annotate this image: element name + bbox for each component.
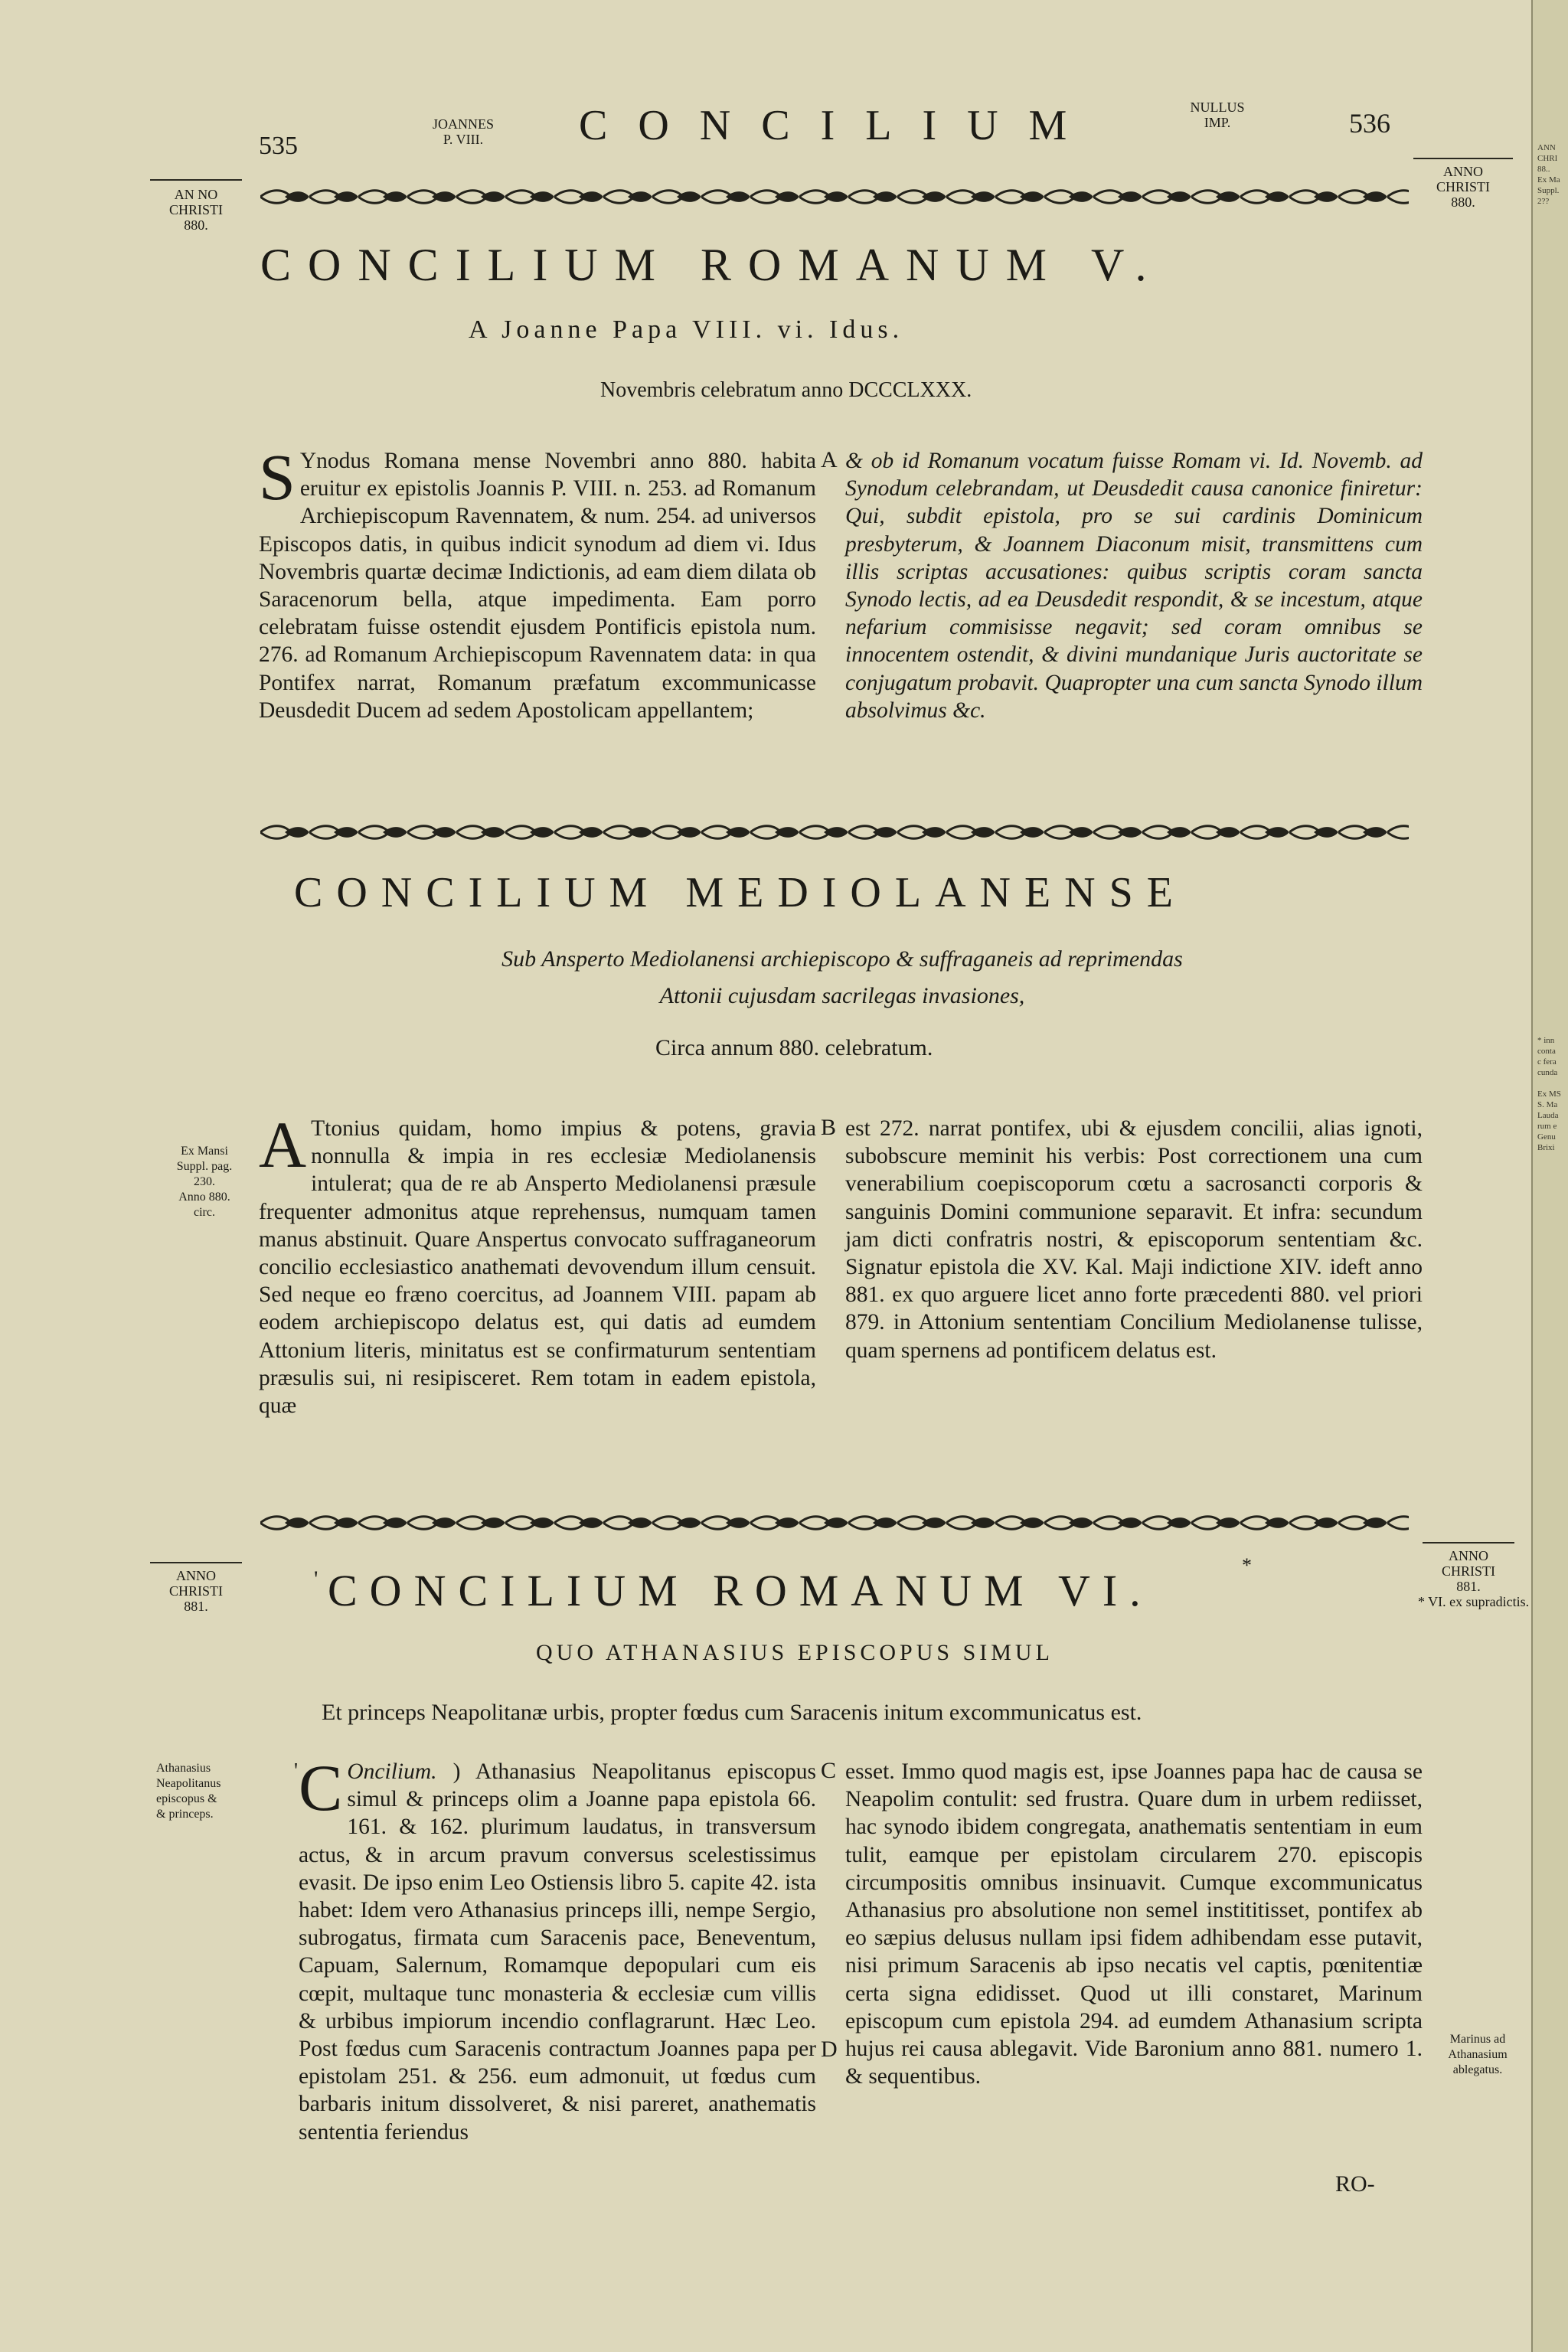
year-label-left: ANNO CHRISTI 881. <box>168 1568 223 1614</box>
year-rule-right <box>1413 158 1513 159</box>
section-dateline-1: Novembris celebratum anno DCCCLXXX. <box>600 378 972 402</box>
year-label-right: ANNO CHRISTI 881. * VI. ex supradictis. <box>1418 1548 1530 1609</box>
edge-fragment: ANN CHRI 88.. Ex Ma Suppl. 2?? <box>1537 143 1560 206</box>
text-column-right <box>845 1115 1423 1364</box>
ornament-rule <box>260 1513 1409 1533</box>
column-marker: C <box>821 1758 837 1783</box>
section-title-3: CONCILIUM ROMANUM VI. <box>328 1566 1153 1615</box>
paragraph: Ttonius quidam, homo impius & potens, gravia nonnulla & impia in res ecclesiæ Mediolanensis intulerat; qua de re ab Ansperto Mediolanensi præsule frequenter admonitus atque reprehensus, numquam tamen manus abstinuit. Quare Anspertus convocato suffraganeorum concilio ecclesiastico anathemati devovendum illum censuit. Sed neque eo fræno coercitus, ad Joannem VIII. papam ab eodem archiepiscopo delatus est, qui datis ad eumdem Attonium literis, minitatus est se confirmaturum sententiam præsulis sui, ni resipisceret. Rem totam in eadem epistola, quæ <box>259 1116 816 1419</box>
adjacent-page-edge <box>1531 0 1568 2352</box>
text-column-right <box>845 1758 1423 2090</box>
section-title-1: CONCILIUM ROMANUM V. <box>260 240 1164 290</box>
section-subtitle-2a: Sub Ansperto Mediolanensi archiepiscopo & suffraganeis ad reprimendas <box>501 946 1183 972</box>
page-number-right: 536 <box>1349 108 1390 139</box>
paragraph: & ob id Romanum vocatum fuisse Romam vi. Id. Novemb. ad Synodum celebrandam, ut Deusdedit causa canonice finiretur: Qui, subdit epistola, pro se sui cardinis Dominicum presbyterum, & Joannem Diaconum misit, transmittens cum illis scriptas accusationes: quibus scriptis coram sancta Synodo lectis, ad ea Deusdedit respondit, & se incestum, atque nefarium commisisse negavit; sed coram omnibus se innocentem ostendit, & divini mundanique Juris auctoritate se conjugatum probavit. Quapropter una cum sancta Synodo illum absolvimus &c. <box>845 449 1423 723</box>
year-rule-left <box>150 1562 242 1563</box>
ornament-rule <box>260 187 1409 207</box>
drop-cap: C <box>299 1751 343 1824</box>
edge-fragment: * inn conta c fera cunda Ex MS S. Ma Lauda rum e Genu Brixi <box>1537 1036 1561 1152</box>
margin-note: Athanasius Neapolitanus episcopus & & princeps. <box>156 1762 221 1821</box>
section-title-2: CONCILIUM MEDIOLANENSE <box>294 869 1187 916</box>
margin-note: Ex Mansi Suppl. pag. 230. Anno 880. circ. <box>176 1145 233 1219</box>
column-marker: B <box>821 1115 837 1140</box>
text-column-right <box>845 447 1423 724</box>
text-column-left <box>259 1108 816 1419</box>
paragraph: est 272. narrat pontifex, ubi & ejusdem concilii, alias ignoti, subobscure meminit his verbis: Post correctionem una cum venerabilium coepiscoporum cœtu a sacrosancti corporis & sanguinis Domini communione separavit. Et infra: secundum jam dicti confratris nostri, & episcoporum sententiam &c. Signatur epistola die XV. Kal. Maji indictione XIV. ideft anno 881. ex quo arguere licet anno forte præcedenti 880. vel priori 879. in Attonium sententiam Concilium Mediolanense tulisse, quam spernens ad pontificem delatus est. <box>845 1116 1423 1363</box>
catchword: RO- <box>1335 2171 1375 2197</box>
text-column-left <box>259 440 816 724</box>
text-column-left <box>299 1751 816 2146</box>
paragraph-lead: Oncilium. <box>347 1759 437 1784</box>
drop-cap: A <box>259 1108 307 1181</box>
page-number-left: 535 <box>259 132 298 160</box>
running-title: CONCILIUM <box>579 102 1098 149</box>
section-dateline-2: Circa annum 880. celebratum. <box>655 1035 933 1060</box>
paragraph: Ynodus Romana mense Novembri anno 880. habita eruitur ex epistolis Joannis P. VIII. n. 253. ad Romanum Archiepiscopum Ravennatem, & num. 254. ad universos Episcopos datis, in quibus indicit synodum ad diem vi. Idus Novembris quartæ decimæ Indictionis, ad eam diem dilata ob Saracenorum bella, atque impedimenta. Eam porro celebratam fuisse ostendit ejusdem Pontificis epistola num. 276. ad Romanum Archiepiscopum Ravennatem data: in qua Pontifex narrat, Romanum præfatum excommunicasse Deusdedit Ducem ad sedem Apostolicam appellantem; <box>259 449 816 723</box>
paragraph: ) Athanasius Neapolitanus episcopus simul & princeps olim a Joanne papa epistola 66. 161. & 162. plurimum laudatus, in transversum actus, & in arcum pravum conversus scelestissimus evasit. De ipso enim Leo Ostiensis libro 5. capite 42. ista habet: Idem vero Athanasius princeps illi, nempe Sergio, subrogatus, firmata cum Saracenis pace, Beneventum, Capuam, Salernum, Romamque depopulari cum eis cœpit, multaque tunc monasteria & ecclesiæ cum villis & urbibus impiorum incendio conflagrarunt. Hæc Leo. Post fœdus cum Saracenis contractum Joannes papa per epistolam 251. & 256. eum admonuit, ut fœdus cum barbaris initum dissolveret, & nisi pareret, anathematis sententia feriendus <box>299 1759 816 2145</box>
section-subtitle-3: QUO ATHANASIUS EPISCOPUS SIMUL <box>536 1640 1054 1665</box>
drop-cap: S <box>259 440 296 514</box>
section-subtitle-1: A Joanne Papa VIII. vi. Idus. <box>469 315 904 344</box>
footnote-star: * <box>1242 1554 1252 1576</box>
ornament-rule <box>260 822 1409 842</box>
running-head-right: NULLUS IMP. <box>1190 100 1245 130</box>
year-label-right: ANNO CHRISTI 880. <box>1436 164 1490 210</box>
year-rule-right <box>1423 1542 1514 1544</box>
column-marker: D <box>821 2037 838 2062</box>
running-head-left: JOANNES P. VIII. <box>432 116 494 147</box>
column-marker: A <box>821 447 838 472</box>
margin-note: Marinus ad Athanasium ablegatus. <box>1448 2033 1508 2076</box>
section-dateline-3: Et princeps Neapolitanæ urbis, propter fœdus cum Saracenis initum excommunicatus est. <box>322 1700 1142 1725</box>
year-label-left: AN NO CHRISTI 880. <box>168 187 223 233</box>
year-rule-left <box>150 179 242 181</box>
paragraph: esset. Immo quod magis est, ipse Joannes papa hac de causa se Neapolim contulit: sed frustra. Quare dum in urbem rediisset, hac synodo ibidem congregata, anathematis sententiam in eum tulit, eamque per epistolam circularem 270. episcopis circumpositis omnibus insinuavit. Cumque excommunicatus Athanasius pro absolutione non semel instititisset, pontifex ab eo sæpius delusus nullam ipsi fidem adhibendam esse putavit, nisi primum Saracenis ab ipso necatis vel captis, pœnitentiæ certa signa edidisset. Quod ut illi constaret, Marinum episcopum cum epistola 294. ad eumdem Athanasium scripta hujus rei causa ablegavit. Vide Baronium anno 881. numero 1. & sequentibus. <box>845 1759 1423 2089</box>
section-subtitle-2b: Attonii cujusdam sacrilegas invasiones, <box>659 983 1025 1008</box>
quote-mark: ' <box>294 1759 299 1783</box>
quote-mark: ' <box>314 1566 318 1592</box>
